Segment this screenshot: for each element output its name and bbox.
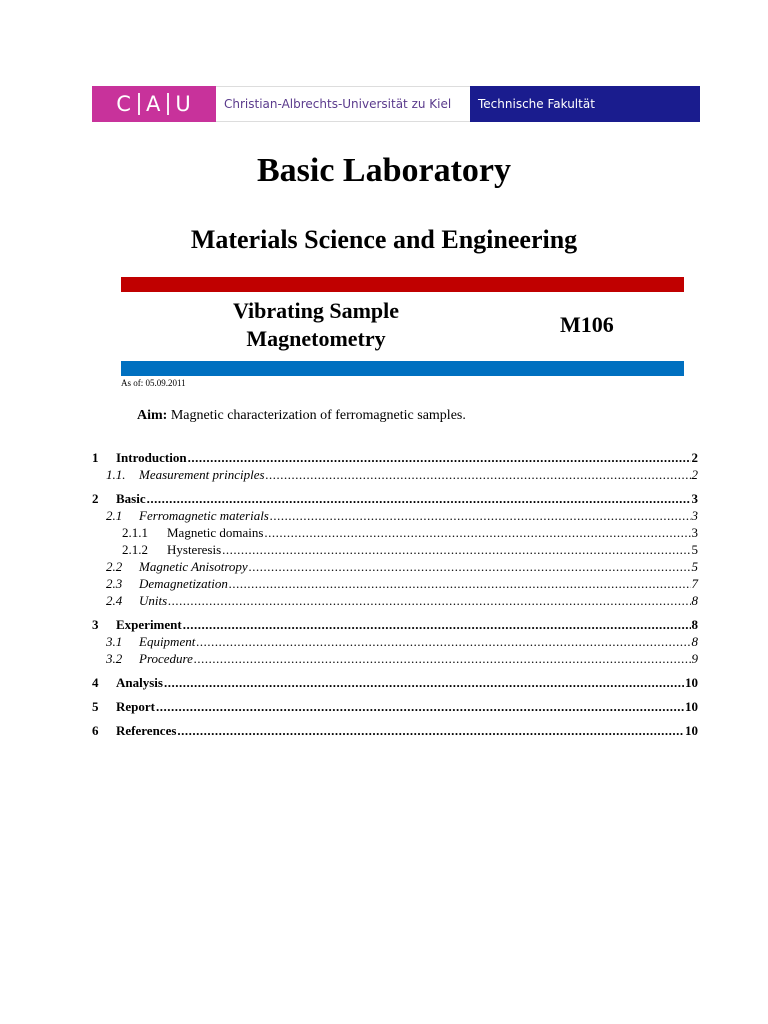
document-title: Basic Laboratory xyxy=(256,152,512,189)
toc-entry-page: 10 xyxy=(685,675,698,690)
toc-entry-page: 10 xyxy=(685,699,698,714)
toc-leader-dots xyxy=(183,616,691,633)
toc-entry-number: 3 xyxy=(92,617,99,632)
logo-divider xyxy=(167,93,169,115)
toc-entry-title: Hysteresis xyxy=(167,542,222,557)
university-banner xyxy=(92,86,700,122)
logo-letter: U xyxy=(175,92,192,116)
toc-leader-dots xyxy=(188,449,691,466)
toc-leader-dots xyxy=(196,633,690,650)
toc-entry-page: 3 xyxy=(691,491,698,506)
toc-entry-number: 1.1. xyxy=(106,467,126,482)
toc-entry[interactable] xyxy=(92,558,698,575)
toc-entry-title: Procedure xyxy=(139,651,193,666)
toc-leader-dots xyxy=(229,575,691,592)
toc-entry-title: Equipment xyxy=(139,634,196,649)
cau-logo xyxy=(92,86,216,122)
toc-entry-title: Introduction xyxy=(116,450,187,465)
toc-entry-title: Magnetic domains xyxy=(167,525,264,540)
logo-letter: C xyxy=(116,92,132,116)
toc-entry-page: 5 xyxy=(691,559,698,574)
toc-leader-dots xyxy=(177,722,684,739)
toc-entry-page: 8 xyxy=(691,617,698,632)
toc-entry[interactable] xyxy=(92,616,698,633)
toc-entry-title: Units xyxy=(139,593,168,608)
toc-entry-title: Ferromagnetic materials xyxy=(139,508,269,523)
toc-entry-title: References xyxy=(116,723,177,738)
toc-entry-page: 9 xyxy=(691,651,698,666)
toc-entry-title: Magnetic Anisotropy xyxy=(139,559,248,574)
toc-entry-number: 2.4 xyxy=(106,593,123,608)
aim-label: Aim: xyxy=(137,408,168,423)
toc-leader-dots xyxy=(147,490,691,507)
aim-text: Magnetic characterization of ferromagnetic samples. xyxy=(170,408,466,423)
toc-leader-dots xyxy=(270,507,691,524)
toc-entry[interactable] xyxy=(92,490,698,507)
toc-entry-number: 2 xyxy=(92,491,99,506)
toc-entry-page: 2 xyxy=(691,450,698,465)
experiment-code: M106 xyxy=(560,312,614,337)
university-name: Christian-Albrechts-Universität zu Kiel xyxy=(216,86,470,122)
toc-entry-page: 5 xyxy=(691,542,698,557)
toc-entry-number: 2.2 xyxy=(106,559,123,574)
as-of-date: As of: 05.09.2011 xyxy=(121,378,186,388)
logo-divider xyxy=(138,93,140,115)
toc-entry-page: 8 xyxy=(691,634,698,649)
toc-entry-page: 3 xyxy=(691,525,698,540)
toc-entry-title: Report xyxy=(116,699,155,714)
toc-entry-page: 8 xyxy=(691,593,698,608)
toc-entry-number: 2.1.1 xyxy=(122,525,148,540)
experiment-title-line: Vibrating Sample xyxy=(232,298,400,323)
toc-leader-dots xyxy=(264,524,690,541)
toc-entry-title: Demagnetization xyxy=(139,576,228,591)
toc-entry-number: 6 xyxy=(92,723,99,738)
toc-entry-title: Basic xyxy=(116,491,146,506)
toc-entry-page: 7 xyxy=(691,576,698,591)
document-subtitle: Materials Science and Engineering xyxy=(190,225,578,254)
toc-entry[interactable] xyxy=(92,592,698,609)
toc-entry-number: 2.1.2 xyxy=(122,542,148,557)
toc-entry-number: 1 xyxy=(92,450,99,465)
toc-entry-number: 3.1 xyxy=(106,634,123,649)
toc-entry[interactable] xyxy=(92,722,698,739)
toc-entry[interactable] xyxy=(92,524,698,541)
toc-entry-number: 3.2 xyxy=(106,651,123,666)
toc-leader-dots xyxy=(156,698,684,715)
logo-letter: A xyxy=(145,92,162,116)
toc-entry-number: 2.1 xyxy=(106,508,123,523)
toc-leader-dots xyxy=(164,674,684,691)
toc-leader-dots xyxy=(266,466,691,483)
aim-statement xyxy=(137,408,466,424)
toc-leader-dots xyxy=(194,650,691,667)
toc-entry[interactable] xyxy=(92,575,698,592)
faculty-name: Technische Fakultät xyxy=(470,86,700,122)
toc-entry[interactable] xyxy=(92,698,698,715)
table-of-contents xyxy=(92,449,698,739)
toc-entry[interactable] xyxy=(92,541,698,558)
toc-entry-title: Analysis xyxy=(116,675,163,690)
toc-entry-number: 5 xyxy=(92,699,99,714)
toc-leader-dots xyxy=(249,558,691,575)
toc-entry[interactable] xyxy=(92,466,698,483)
toc-leader-dots xyxy=(222,541,690,558)
toc-entry-page: 10 xyxy=(685,723,698,738)
toc-leader-dots xyxy=(168,592,690,609)
toc-entry-title: Experiment xyxy=(116,617,182,632)
red-divider-bar xyxy=(121,277,684,292)
blue-divider-bar xyxy=(121,361,684,376)
toc-entry[interactable] xyxy=(92,650,698,667)
toc-entry[interactable] xyxy=(92,507,698,524)
experiment-title xyxy=(196,297,436,353)
toc-entry-number: 2.3 xyxy=(106,576,123,591)
experiment-title-line: Magnetometry xyxy=(246,326,386,351)
toc-entry[interactable] xyxy=(92,449,698,466)
toc-entry-title: Measurement principles xyxy=(139,467,265,482)
toc-entry-number: 4 xyxy=(92,675,99,690)
toc-entry-page: 2 xyxy=(691,467,698,482)
toc-entry[interactable] xyxy=(92,674,698,691)
toc-entry-page: 3 xyxy=(691,508,698,523)
toc-entry[interactable] xyxy=(92,633,698,650)
